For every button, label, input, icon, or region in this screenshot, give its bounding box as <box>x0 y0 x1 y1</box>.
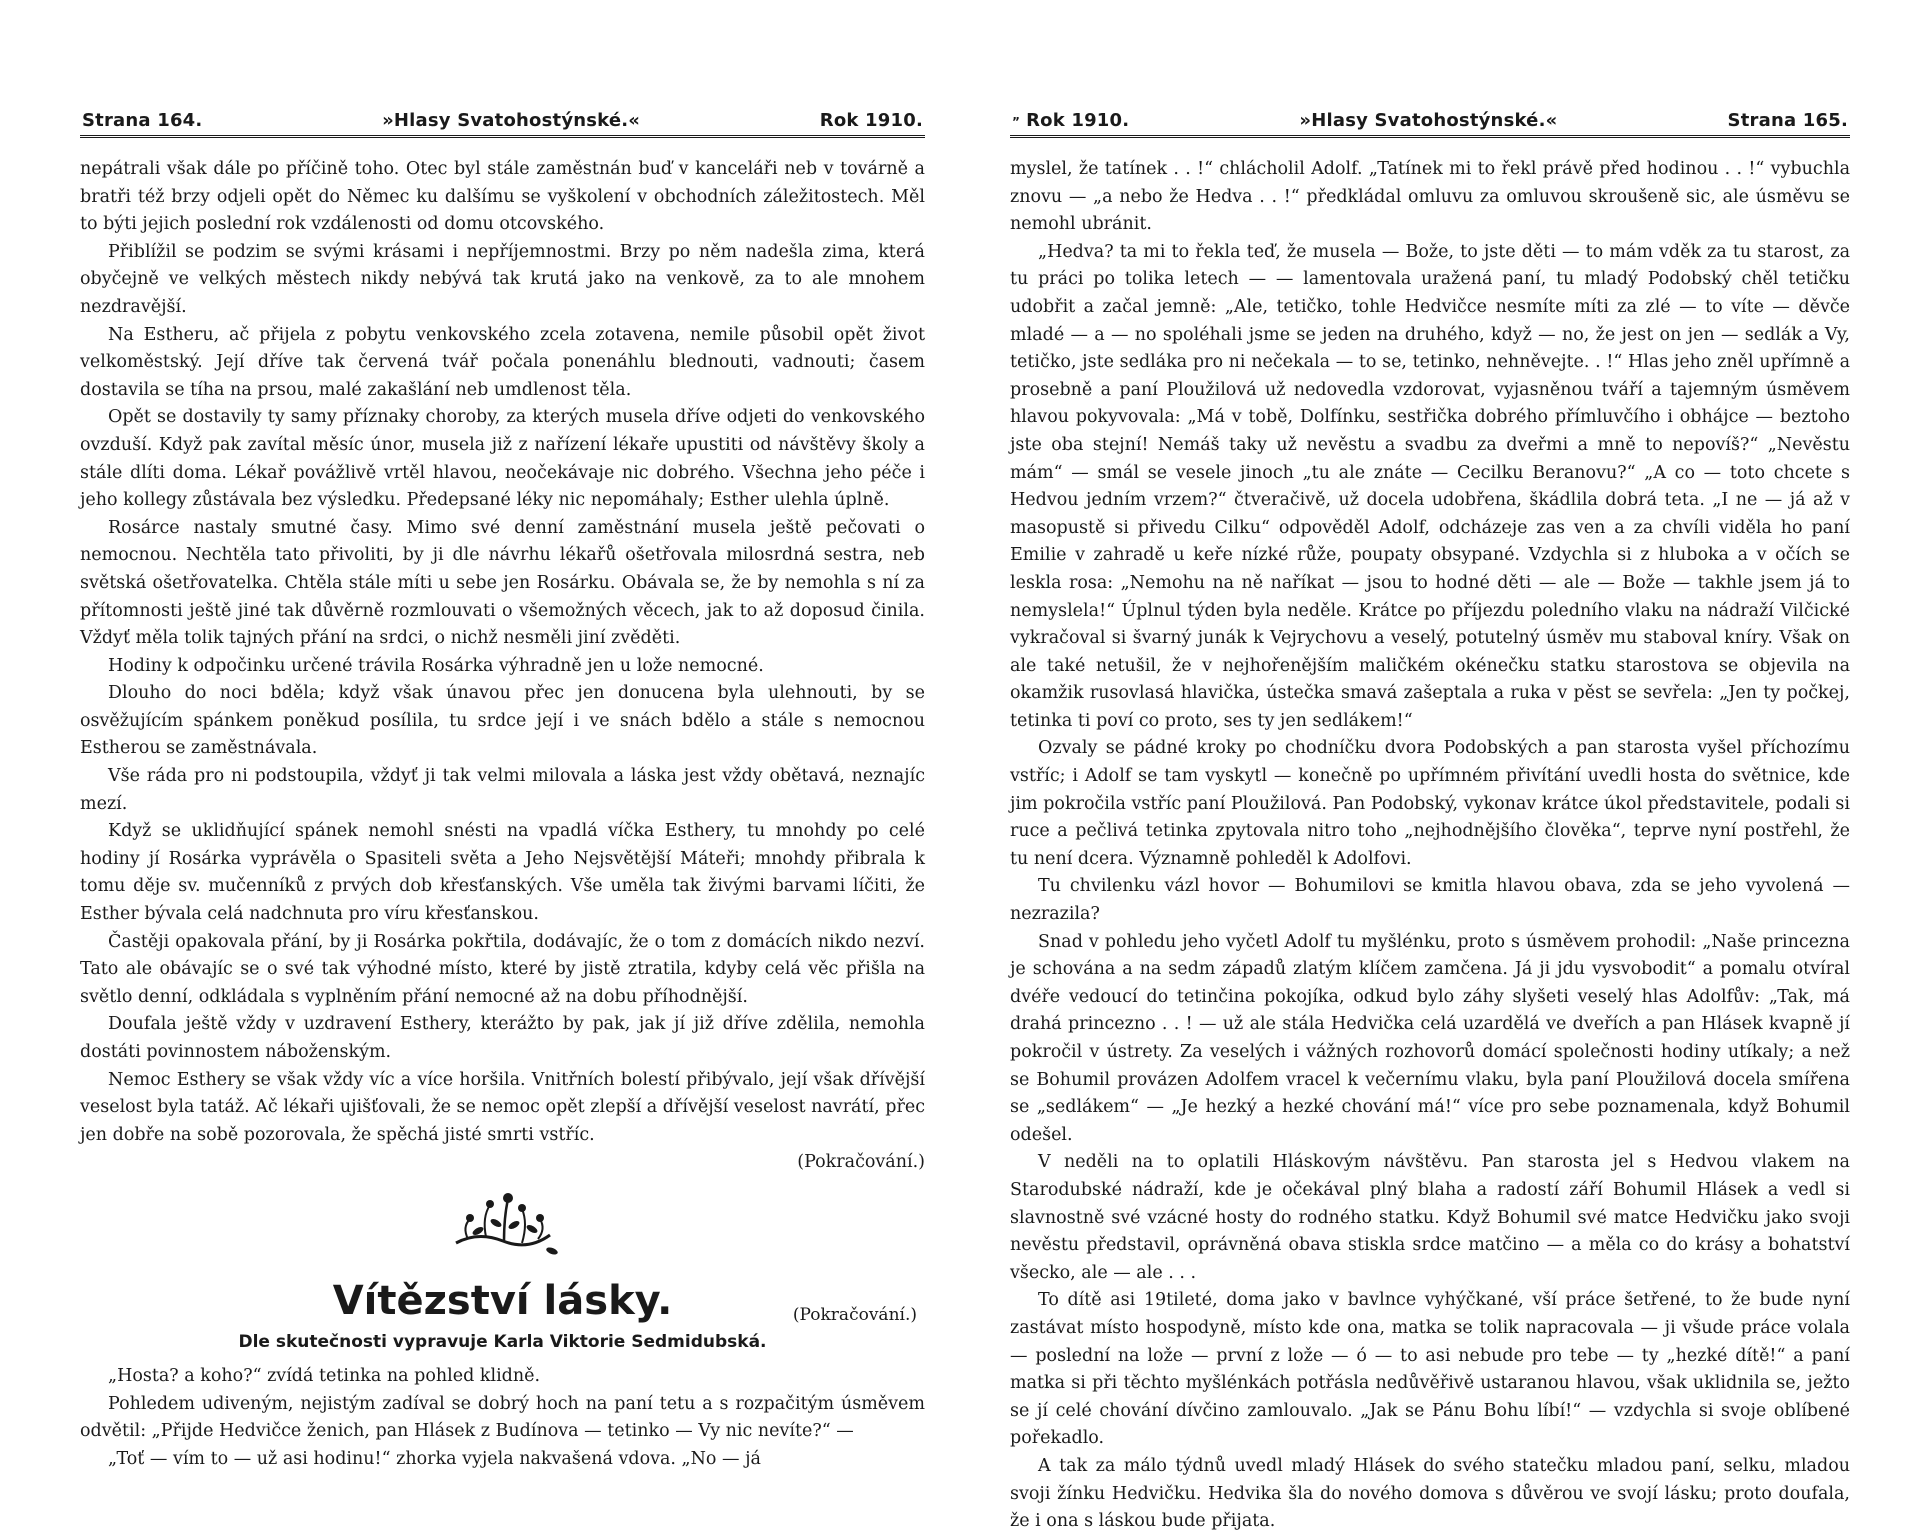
story-title-row <box>80 1273 925 1329</box>
paragraph: A tak za málo týdnů uvedl mladý Hlásek do svého statečku mladou paní, selku, mladou svoji žínku Hedvičku. Hedvika šla do nového domova s důvěrou ve svojí lásku; proto doufala, že i ona s láskou bude přijata. <box>1010 1455 1850 1532</box>
paragraph: Přiblížil se podzim se svými krásami i nepříjemnostmi. Brzy po něm nadešla zima, která obyčejně ve velkých městech nikdy nebývá tak krutá jako na venkově, za to ale mnohem nezdravější. <box>80 241 925 317</box>
paragraph: Když se uklidňující spánek nemohl snésti na vpadlá víčka Esthery, tu mnohdy po celé hodiny jí Rosárka vyprávěla o Spasiteli světa a Jeho Nejsvětější Máteři; mnohdy přibrala k tomu děje sv. mučenníků z prvých dob křesťanských. Vše uměla tak živými barvami líčiti, že Esther bývala celá nadchnuta pro víru křesťanskou. <box>80 821 925 925</box>
paragraph: Pohledem udiveným, nejistým zadíval se dobrý hoch na paní tetu a s rozpačitým úsměvem odvětil: „Přijde Hedvičce ženich, pan Hlásek z Budínova — tetinko — Vy nic nevíte?“ — <box>80 1393 925 1442</box>
paragraph: Dlouho do noci bděla; když však únavou přec jen donucena byla ulehnouti, by se osvěžujícím spánkem poněkud posílila, tu srdce její i ve snách bdělo a stále s nemocnou Estherou se zaměstnávala. <box>80 683 925 759</box>
left-magazine-title: »Hlasy Svatohostýnské.« <box>382 110 641 131</box>
left-page <box>80 110 925 1490</box>
paragraph: myslel, že tatínek . . !“ chlácholil Adolf. „Tatínek mi to řekl právě před hodinou . . !“ vybuchla znovu — „a nebo že Hedva . . !“ předkládal omluvu za omluvou skroušeně sic, ale úsměvu se nemohl ubránit. <box>1010 159 1850 235</box>
right-running-header <box>1010 110 1850 135</box>
story-byline: Dle skutečnosti vypravuje Karla Viktorie Sedmidubská. <box>238 1331 767 1352</box>
story-body-text <box>80 1363 925 1473</box>
story-title-note: (Pokračování.) <box>792 1304 917 1325</box>
paragraph: „Toť — vím to — už asi hodinu!“ zhorka vyjela nakvašená vdova. „No — já <box>108 1448 761 1469</box>
paragraph: Častěji opakovala přání, by ji Rosárka pokřtila, dodávajíc, že o tom z domácích nikdo nezví. Tato ale obávajíc se o své tak výhodné místo, které by jistě ztratila, kdyby celá věc přišla na světlo denní, odkládala s vyplněním přání nemocné až na dobu příhodnější. <box>80 931 925 1007</box>
paragraph: Snad v pohledu jeho vyčetl Adolf tu myšlénku, proto s úsměvem prohodil: „Naše princezna je schována a na sedm západů zlatým klíčem zamčena. Já ji jdu vysvobodit“ a pomalu otvíral dvéře vedoucí do tetinčina pokojíka, odkud bylo záhy slyšeti veselý hlas Adolfův: „Tak, má drahá princezno . . ! — už ale stála Hedvička celá uzardělá ve dveřích a pan Hlásek kvapně jí pokročil v ústrety. Za veselých i vážných rozhovorů domácí společnosti hodiny utíkaly; a než se Bohumil provázen Adolfem vracel k večernímu vlaku, byla paní Ploužilová docela smířena se „sedlákem“ — „Je hezký a hezké chování má!“ více pro sebe poznamenala, když Bohumil odešel. <box>1010 931 1850 1145</box>
quote-tick-icon: ” <box>1012 115 1021 129</box>
right-header-rule <box>1010 135 1850 140</box>
left-year: Rok 1910. <box>819 110 923 131</box>
left-page-number: Strana 164. <box>82 110 203 131</box>
paragraph: Na Estheru, ač přijela z pobytu venkovského zcela zotavena, nemile působil opět život velkoměstský. Její dříve tak červená tvář počala ponenáhlu blednouti, vadnouti; časem dostavila se tíha na prsou, malé zakašlání neb umdlenost těla. <box>80 324 925 400</box>
paragraph: Doufala ještě vždy v uzdravení Esthery, kterážto by pak, jak jí již dříve zdělila, nemohla dostáti povinnostem náboženským. <box>80 1014 925 1062</box>
right-page-number: Strana 165. <box>1727 110 1848 131</box>
left-header-rule <box>80 135 925 140</box>
paragraph: „Hosta? a koho?“ zvídá tetinka na pohled klidně. <box>108 1365 541 1386</box>
paragraph: V neděli na to oplatili Hláskovým návštěvu. Pan starosta jel s Hedvou vlakem na Starodubské nádraží, kde je očekával plný blaha a radostí září Bohumil Hlásek a vedl si slavnostně své vzácné hosty do rodného statku. Když Bohumil své matce Hedvičku jako svoji nevěstu představil, oprávněná obava stiskla srdce matčino — a měla co do krásy a bohatství všecko, ale — ale . . . <box>1010 1152 1850 1283</box>
right-year: Rok 1910. <box>1026 110 1130 131</box>
paragraph: Nemoc Esthery se však vždy víc a více horšila. Vnitřních bolestí přibývalo, její však dřívější veselost byla tatáž. Ač lékaři ujišťovali, že se nemoc opět zlepší a dřívější veselost navrátí, přec jen dobře na sobě pozorovala, že spěchá jisté smrti vstříc. <box>80 1069 925 1145</box>
paragraph: To dítě asi 19tileté, doma jako v bavlnce vyhýčkané, vší práce šetřené, to že bude nyní zastávat místo hospodyně, místo kde ona, matka se tolik napracovala — ji všude práce volala — poslední na lože — první z lože — ó — to asi nebude pro tebe — ty „hezké dítě!“ a paní matka si při těchto myšlénkách potřásla nedůvěřivě ustaranou hlavou, však uklidnila se, ježto se jí celé chování dívčino zamlouvalo. „Jak se Pánu Bohu líbí!“ — vzdychla si svoje oblíbené pořekadlo. <box>1010 1290 1850 1449</box>
paragraph: Rosárce nastaly smutné časy. Mimo své denní zaměstnání musela ještě pečovati o nemocnou. Nechtěla tato přivoliti, by ji dle návrhu lékařů ošetřovala milosrdná sestra, neb světská ošetřovatelka. Chtěla stále míti u sebe jen Rosárku. Obávala se, že by nemohla s ní za přítomnosti ještě jiné tak důvěrně rozmlouvati o všemožných věcech, jak to až doposud činila. Vždyť měla tolik tajných přání na srdci, o nichž nesměli jiní zvěděti. <box>80 517 925 649</box>
story-title: Vítězství lásky. <box>332 1277 673 1324</box>
paragraph: Vše ráda pro ni podstoupila, vždyť ji tak velmi milovala a láska jest vždy obětavá, neznajíc mezí. <box>80 766 925 814</box>
paragraph: „Hedva? ta mi to řekla teď, že musela — Bože, to jste děti — to mám vděk za tu starost, za tu práci po tolika letech — — lamentovala uražená paní, tu mladý Podobský chěl tetičku udobřit a začal jemně: „Ale, tetičko, tohle Hedvičce nesmíte míti za zlé — to víte — děvče mladé — a — no spoléhali jsme se jeden na druhého, když — no, že jest on jen — sedlák a Vy, tetičko, jste sedláka pro ni nečekala — to se, tetinko, nehněvejte. . !“ Hlas jeho zněl upřímně a prosebně a paní Ploužilová už nedovedla vzdorovat, vyjasněnou tváří a tajemným úsměvem hlavou pokyvovala: „Má v tobě, Dolfínku, sestřička dobrého přímluvčího i obhájce — beztoho jste oba stejní! Nemáš taky už nevěstu a svadbu za dveřmi a mně to nepovíš?“ „Nevěstu mám“ — smál se vesele jinoch „tu ale znáte — Cecilku Beranovu?“ „A co — toto chcete s Hedvou jedním vrzem?“ čtveračivě, už docela udobřena, škádlila dobrá teta. „I ne — já až v masopustě si přivedu Cilku“ odpověděl Adolf, odcházeje zas ven a za chvíli viděla ho paní Emilie v zahradě u keře nízké růže, poupaty obsypané. Vzdychla si z hluboka a v očích se leskla rosa: „Nemohu na ně naříkat — jsou to hodné děti — ale — Bože — takhle jsem já to nemyslela!“ Úplnul týden byla neděle. Krátce po příjezdu poledního vlaku na nádraží Vilčické vykračoval si švarný junák k Vejrychovu a veselý, potutelný úsměv mu staboval kníry. Však on ale také netušil, že v nejhořenějším maličkém okénečku statku starostova se objevila na okamžik rusovlasá hlavička, ústečka smavá zašeptala a ruka v pěst se sevřela: „Jen ty počkej, tetinka ti poví co proto, ses ty jen sedlákem!“ <box>1010 241 1850 731</box>
paragraph: nepátrali však dále po příčině toho. Otec byl stále zaměstnán buď v kanceláři neb v továrně a bratři též brzy odjeli opět do Němec ku dalšímu se vyškolení v obchodních záležitostech. Měl to býti jejich poslední rok vzdálenosti od domu otcovského. <box>80 159 925 235</box>
floral-vignette-icon <box>80 1191 925 1263</box>
left-running-header <box>80 110 925 135</box>
right-magazine-title: »Hlasy Svatohostýnské.« <box>1299 110 1558 131</box>
paragraph: Hodiny k odpočinku určené trávila Rosárka výhradně jen u lože nemocné. <box>108 655 764 676</box>
paragraph: Ozvaly se pádné kroky po chodníčku dvora Podobských a pan starosta vyšel příchozímu vstříc; i Adolf se tam vyskytl — konečně po upřímném přivítání uvedli hosta do světnice, kde jim pokročila vstříc paní Ploužilová. Pan Podobský, vykonav krátce úkol představitele, podali si ruce a pečlivá tetinka zpytovala nitro toho „nejhodnějšího člověka“, teprve nyní postřehl, že tu není dcera. Významně pohleděl k Adolfovi. <box>1010 738 1850 869</box>
paragraph: Opět se dostavily ty samy příznaky choroby, za kterých musela dříve odjeti do venkovského ovzduší. Když pak zavítal měsíc únor, musela již z nařízení lékaře upustiti od návštěvy školy a stále dlíti doma. Lékař povážlivě vrtěl hlavou, neočekávaje nic dobrého. Všechna jeho péče i jeho kollegy zůstávala bez výsledku. Předepsané léky nic nepomáhaly; Esther ulehla úplně. <box>80 407 925 511</box>
continued-note: (Pokračování.) <box>797 1152 925 1173</box>
paragraph: Tu chvilenku vázl hovor — Bohumilovi se kmitla hlavou obava, zda se jeho vyvolená — nezrazila? <box>1010 876 1850 925</box>
right-year-wrap <box>1012 110 1129 131</box>
right-body-text <box>1010 156 1850 1536</box>
right-page <box>1010 110 1850 1532</box>
left-body-text <box>80 156 925 1177</box>
